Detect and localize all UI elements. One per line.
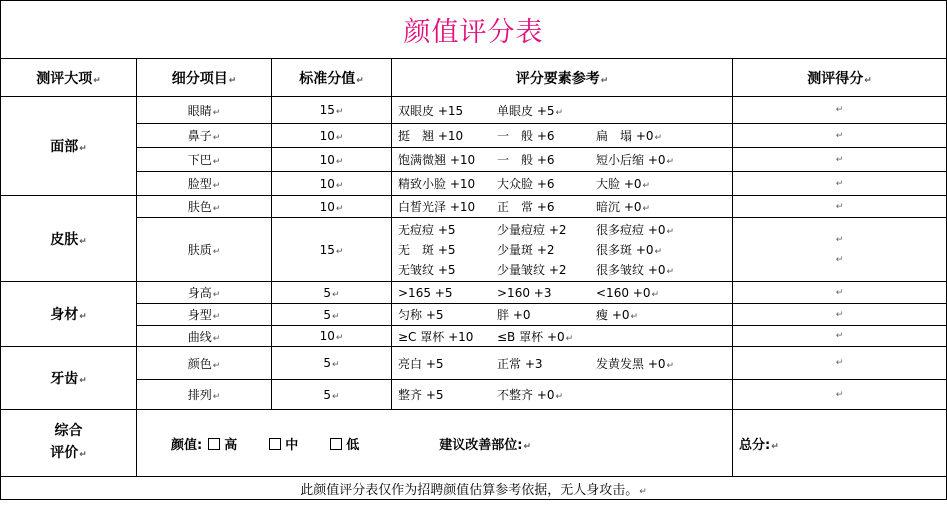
option-high: 高 (224, 437, 238, 453)
option-low: 低 (346, 437, 360, 453)
result-score-cell[interactable]: ↵ (733, 97, 947, 124)
total-score-cell[interactable]: 总分:↵ (733, 410, 947, 477)
criteria-cell (392, 196, 733, 218)
criteria-option: 精致小脸 +10 (398, 177, 476, 191)
criteria-option: 无痘痘 +5 (398, 223, 456, 237)
result-score-cell[interactable]: ↵ (733, 124, 947, 148)
criteria-option: 扁 塌 +0↵ (596, 129, 663, 143)
standard-score-cell: 15↵ (272, 218, 392, 282)
criteria-option: 整齐 +5 (398, 388, 444, 402)
header-item: 细分项目↵ (137, 59, 272, 97)
criteria-option: 正常 +3 (497, 356, 543, 371)
header-category: 测评大项↵ (1, 59, 137, 97)
standard-score-cell: 5↵ (272, 304, 392, 326)
criteria-line (398, 385, 732, 405)
criteria-option: 暗沉 +0↵ (596, 200, 651, 214)
criteria-line (398, 283, 732, 303)
standard-score-cell: 10↵ (272, 326, 392, 347)
criteria-line (398, 260, 732, 280)
item-name-cell: 肤色↵ (137, 196, 272, 218)
criteria-cell (392, 347, 733, 380)
item-name-cell: 身型↵ (137, 304, 272, 326)
table-row (1, 124, 947, 148)
criteria-option: 正 常 +6 (497, 200, 555, 214)
summary-label-cell: 综合 评价↵ (1, 410, 137, 477)
standard-score-cell: 5↵ (272, 380, 392, 410)
table-row (1, 148, 947, 172)
standard-score-cell: 5↵ (272, 347, 392, 380)
criteria-cell (392, 148, 733, 172)
summary-label-line1: 综合 (54, 423, 83, 439)
item-name-cell: 排列↵ (137, 380, 272, 410)
criteria-option: 亮白 +5 (398, 356, 444, 371)
criteria-line (398, 126, 732, 146)
criteria-option: 大众脸 +6 (497, 177, 555, 191)
table-row (1, 196, 947, 218)
result-score-cell[interactable]: ↵ ↵ (733, 218, 947, 282)
criteria-option: ≥C 罩杯 +10 (398, 329, 474, 344)
result-score-cell[interactable]: ↵ (733, 172, 947, 196)
criteria-option: 挺 翘 +10 (398, 129, 464, 143)
criteria-option: <160 +0↵ (596, 285, 660, 300)
criteria-line (398, 353, 732, 373)
item-name-cell: 肤质↵ (137, 218, 272, 282)
criteria-line (398, 220, 732, 240)
standard-score-cell: 5↵ (272, 282, 392, 304)
summary-label-line2: 评价 (50, 445, 79, 461)
criteria-option: 大脸 +0↵ (596, 177, 651, 191)
table-row (1, 218, 947, 282)
table-row (1, 304, 947, 326)
item-name-cell: 曲线↵ (137, 326, 272, 347)
criteria-option: 胖 +0 (497, 308, 531, 322)
criteria-cell (392, 380, 733, 410)
criteria-line (398, 326, 732, 346)
suggest-label: 建议改善部位: (439, 437, 523, 453)
criteria-option: 双眼皮 +15 (398, 103, 464, 118)
item-name-cell: 眼睛↵ (137, 97, 272, 124)
item-name-cell: 身高↵ (137, 282, 272, 304)
criteria-option: >165 +5 (398, 285, 453, 300)
header-criteria: 评分要素参考↵ (392, 59, 733, 97)
standard-score-cell: 10↵ (272, 148, 392, 172)
criteria-cell (392, 172, 733, 196)
total-label: 总分: (739, 437, 771, 453)
criteria-option: 无 斑 +5 (398, 243, 456, 257)
result-score-cell[interactable]: ↵ (733, 148, 947, 172)
criteria-line (398, 240, 732, 260)
standard-score-cell: 10↵ (272, 124, 392, 148)
criteria-option: 短小后缩 +0↵ (596, 153, 675, 167)
criteria-option: 一 般 +6 (497, 129, 555, 143)
table-row (1, 172, 947, 196)
standard-score-cell: 15↵ (272, 97, 392, 124)
result-score-cell[interactable]: ↵ (733, 304, 947, 326)
criteria-option: 一 般 +6 (497, 153, 555, 167)
checkbox-high[interactable] (208, 438, 220, 450)
criteria-option: 少量斑 +2 (497, 243, 555, 257)
looks-label: 颜值: (171, 437, 203, 453)
result-score-cell[interactable]: ↵ (733, 380, 947, 410)
summary-evaluation-cell: 颜值: 高 中 低 建议改善部位:↵ (137, 410, 733, 477)
criteria-option: 饱满微翘 +10 (398, 153, 476, 167)
item-name-cell: 颜色↵ (137, 347, 272, 380)
table-row (1, 97, 947, 124)
criteria-option: 匀称 +5 (398, 308, 444, 322)
criteria-line (398, 100, 732, 120)
table-row (1, 282, 947, 304)
header-row (1, 59, 947, 97)
summary-row (1, 410, 947, 477)
option-mid: 中 (285, 437, 299, 453)
table-row (1, 380, 947, 410)
result-score-cell[interactable]: ↵ (733, 326, 947, 347)
criteria-cell (392, 282, 733, 304)
category-cell: 面部↵ (1, 97, 137, 196)
criteria-cell (392, 124, 733, 148)
criteria-option: 瘦 +0↵ (596, 308, 639, 322)
result-score-cell[interactable]: ↵ (733, 196, 947, 218)
criteria-line (398, 305, 732, 325)
criteria-option: ≤B 罩杯 +0↵ (497, 329, 574, 344)
criteria-option: 很多痘痘 +0↵ (596, 223, 675, 237)
item-name-cell: 脸型↵ (137, 172, 272, 196)
criteria-option: 单眼皮 +5↵ (497, 103, 564, 118)
result-score-cell[interactable]: ↵ (733, 282, 947, 304)
criteria-option: 少量痘痘 +2 (497, 223, 567, 237)
criteria-cell (392, 326, 733, 347)
standard-score-cell: 10↵ (272, 172, 392, 196)
table-row (1, 326, 947, 347)
criteria-cell (392, 304, 733, 326)
criteria-option: >160 +3 (497, 285, 552, 300)
checkbox-low[interactable] (330, 438, 342, 450)
criteria-option: 很多斑 +0↵ (596, 243, 663, 257)
item-name-cell: 下巴↵ (137, 148, 272, 172)
checkbox-mid[interactable] (269, 438, 281, 450)
criteria-line (398, 197, 732, 217)
criteria-option: 不整齐 +0↵ (497, 388, 564, 402)
page-title: 颜值评分表 (403, 17, 544, 48)
item-name-cell: 鼻子↵ (137, 124, 272, 148)
criteria-option: 白皙光泽 +10 (398, 200, 476, 214)
criteria-line (398, 174, 732, 194)
criteria-cell (392, 218, 733, 282)
criteria-line (398, 150, 732, 170)
standard-score-cell: 10↵ (272, 196, 392, 218)
criteria-option: 很多皱纹 +0↵ (596, 263, 675, 277)
result-score-cell[interactable]: ↵ (733, 347, 947, 380)
footer-row (1, 477, 947, 500)
criteria-cell (392, 97, 733, 124)
criteria-option: 无皱纹 +5 (398, 263, 456, 277)
title-cell (1, 1, 947, 59)
category-cell: 皮肤↵ (1, 196, 137, 282)
criteria-option: 发黄发黑 +0↵ (596, 356, 675, 371)
criteria-option: 少量皱纹 +2 (497, 263, 567, 277)
footer-note: 此颜值评分表仅作为招聘颜值估算参考依据，无人身攻击。↵ (1, 477, 947, 500)
category-cell: 牙齿↵ (1, 347, 137, 410)
category-cell: 身材↵ (1, 282, 137, 347)
header-standard-score: 标准分值↵ (272, 59, 392, 97)
table-row (1, 347, 947, 380)
header-result: 测评得分↵ (733, 59, 947, 97)
